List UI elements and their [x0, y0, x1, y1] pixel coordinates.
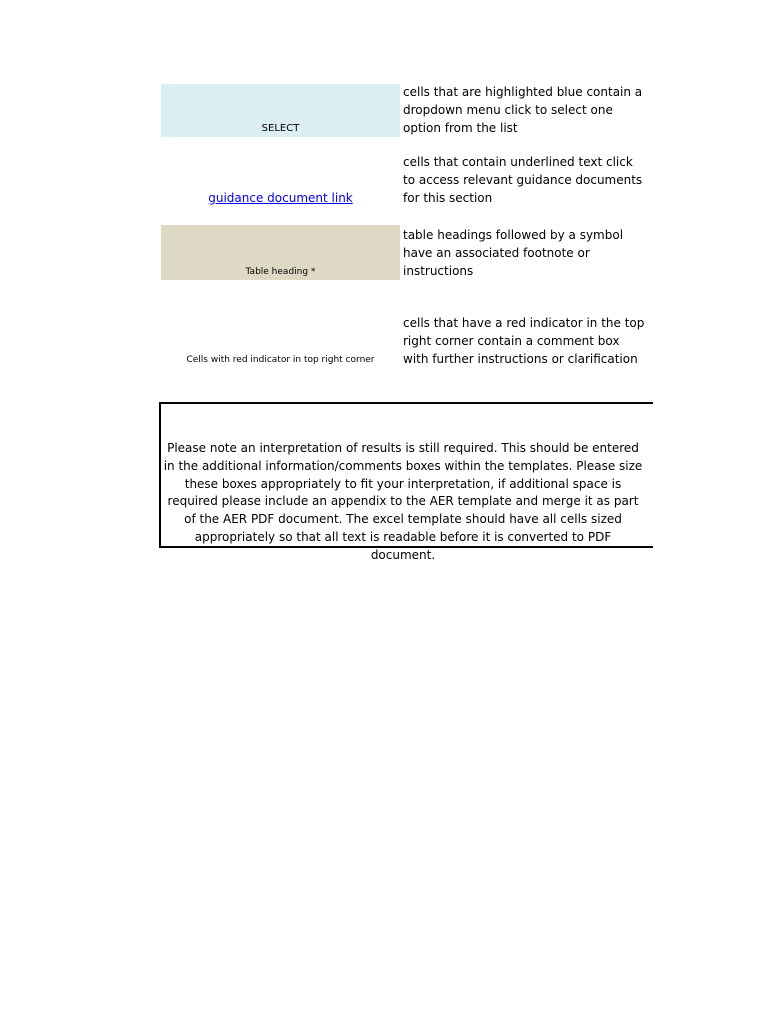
- heading-description: table headings followed by a symbol have an associated footnote or instructions: [403, 228, 624, 278]
- guidance-document-link[interactable]: guidance document link: [208, 191, 353, 205]
- comment-cell-label: Cells with red indicator in top right corner: [186, 355, 375, 365]
- table-heading-label: Table heading *: [245, 267, 316, 277]
- select-cell-label: SELECT: [261, 123, 300, 134]
- table-heading-example-cell: [161, 225, 400, 280]
- select-description: cells that are highlighted blue contain a dropdown menu click to select one option from the list: [403, 85, 643, 135]
- select-dropdown-example-cell[interactable]: [161, 84, 400, 137]
- comment-description: cells that have a red indicator in the top right corner contain a comment box with further instructions or clarification: [403, 316, 645, 366]
- interpretation-note: Please note an interpretation of results is still required. This should be entered in the additional information/comments boxes within the templates. Please size these boxes appropriately to fit your interpretation, if additional space is required please include an appendix to the AER template and merge it as part of the AER PDF document. The excel template should have all cells sized appropriately so that all text is readable before it is converted to PDF document.: [163, 441, 643, 562]
- comment-indicator-example-cell[interactable]: [161, 310, 400, 368]
- guidance-link-example-cell: [161, 150, 400, 208]
- link-description: cells that contain underlined text click to access relevant guidance documents for this section: [403, 155, 643, 205]
